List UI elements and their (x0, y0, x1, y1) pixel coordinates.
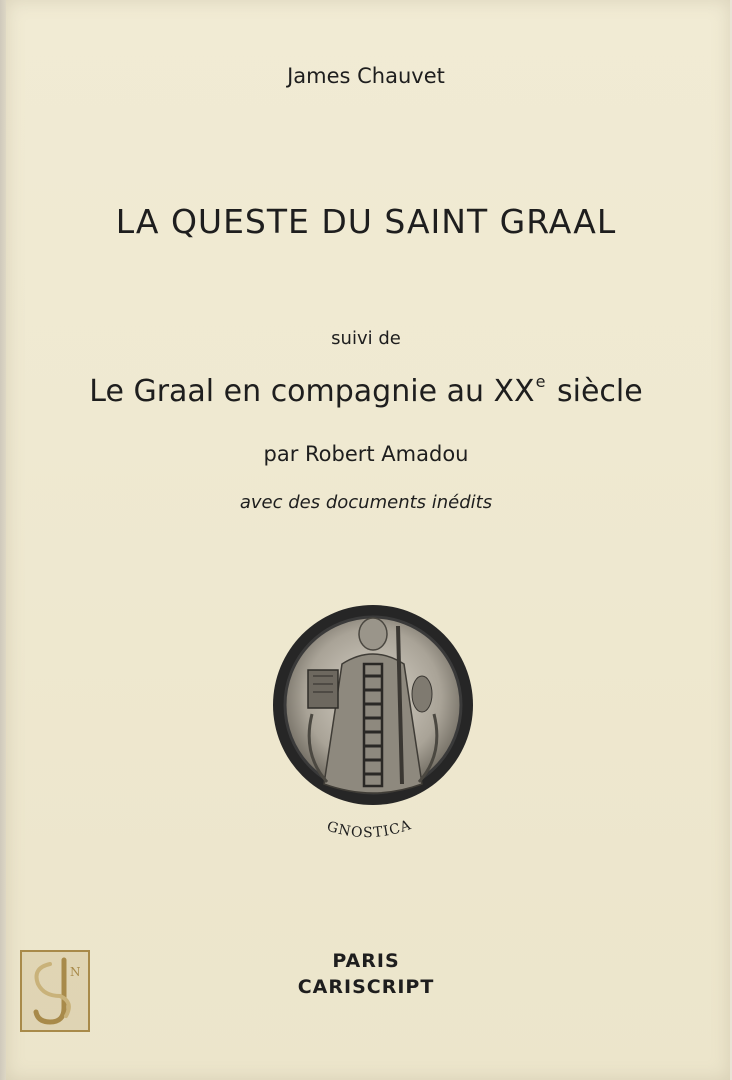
documents-note: avec des documents inédits (239, 492, 493, 513)
publisher-name: CARISCRIPT (297, 976, 435, 998)
svg-text:GNOSTICA: GNOSTICA (324, 817, 414, 842)
medallion-emblem (272, 604, 474, 806)
book-title: LA QUESTE DU SAINT GRAAL (115, 202, 617, 241)
svg-text:N: N (70, 965, 81, 979)
byline: par Robert Amadou (263, 442, 469, 466)
book-subtitle: Le Graal en compagnie au XXe siècle (89, 372, 643, 409)
publisher-city: PARIS (332, 950, 400, 972)
author-name: James Chauvet (287, 64, 445, 88)
book-cover (6, 0, 730, 1080)
gnostica-label (322, 816, 422, 852)
followed-by-label: suivi de (331, 328, 401, 349)
js-monogram-logo (20, 950, 90, 1032)
